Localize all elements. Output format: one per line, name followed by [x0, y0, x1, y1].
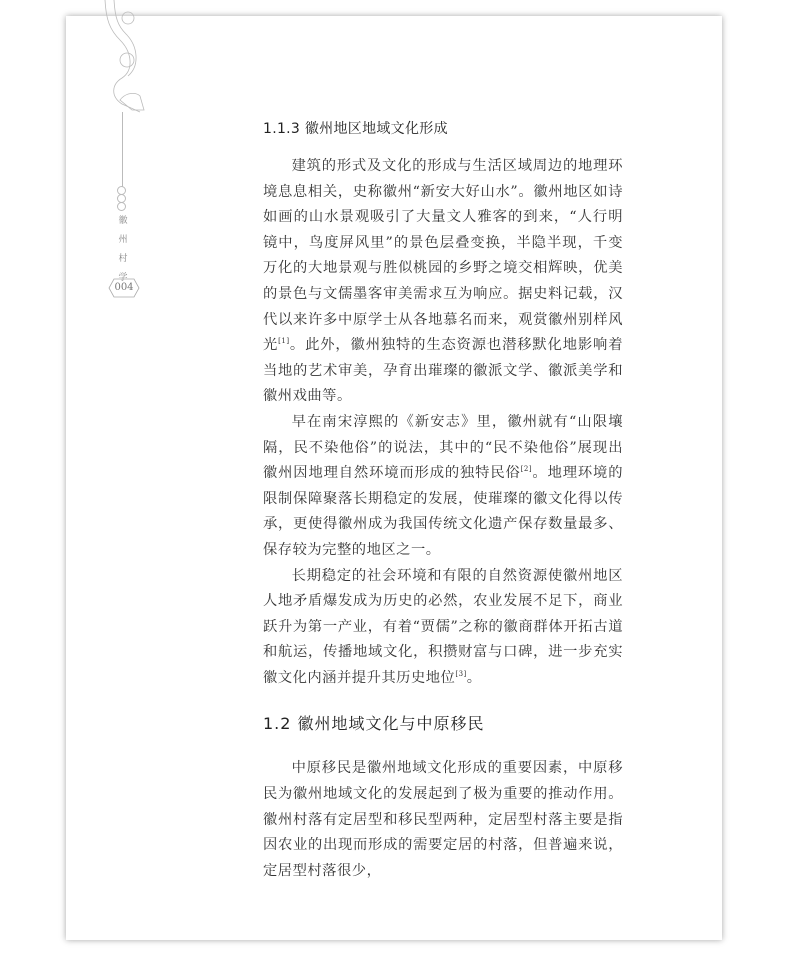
section-heading: 1.1.3 徽州地区地域文化形成	[263, 121, 448, 137]
scroll-ornament-icon	[100, 0, 150, 115]
paragraph: 早在南宋淳熙的《新安志》里，徽州就有“山限壤隔，民不染他俗”的说法，其中的“民不染他俗”展现出徽州因地理自然环境而形成的独特民俗[2]。地理环境的限制保障聚落长期稳定的发展，使璀璨的徽文化得以传承，更使得徽州成为我国传统文化遗产保存数量最多、保存较为完整的地区之一。	[263, 413, 624, 558]
running-title-char: 徽	[118, 216, 128, 226]
main-text	[263, 118, 623, 884]
running-title-char: 村	[118, 254, 128, 264]
divider-line	[122, 112, 123, 187]
citation: [2]	[520, 465, 533, 474]
page-number	[108, 278, 140, 298]
paragraph: 中原移民是徽州地域文化形成的重要因素，中原移民为徽州地域文化的发展起到了极为重要的推动作用。徽州村落有定居型和移民型两种，定居型村落主要是指因农业的出现而形成的需要定居的村落，但普遍来说，定居型村落很少，	[263, 760, 623, 879]
paragraph: 长期稳定的社会环境和有限的自然资源使徽州地区人地矛盾爆发成为历史的必然，农业发展不足下，商业跃升为第一产业，有着“贾儒”之称的徽商群体开拓古道和航运，传播地域文化，积攒财富与口碑，进一步充实徽文化内涵并提升其历史地位[3]。	[263, 567, 623, 686]
running-title-char: 学	[118, 273, 128, 283]
paragraph: 建筑的形式及文化的形成与生活区域周边的地理环境息息相关，史称徽州“新安大好山水”。徽州地区如诗如画的山水景观吸引了大量文人雅客的到来，“人行明镜中，鸟度屏风里”的景色层叠变换，半隐半现，千变万化的大地景观与胜似桃园的乡野之境交相辉映，优美的景色与文儒墨客审美需求互为响应。据史料记载，汉代以来许多中原学士从各地慕名而来，观赏徽州别样风光[1]。此外，徽州独特的生态资源也潜移默化地影响着当地的艺术审美，孕育出璀璨的徽派文学、徽派美学和徽州戏曲等。	[263, 158, 623, 405]
citation: [3]	[455, 669, 467, 678]
running-title	[112, 212, 134, 288]
chapter-heading: 1.2 徽州地域文化与中原移民	[263, 714, 485, 734]
running-title-char: 州	[118, 235, 128, 245]
citation: [1]	[278, 337, 290, 346]
bead-ornament-icon	[117, 186, 128, 210]
page-number-text: 004	[114, 282, 134, 293]
